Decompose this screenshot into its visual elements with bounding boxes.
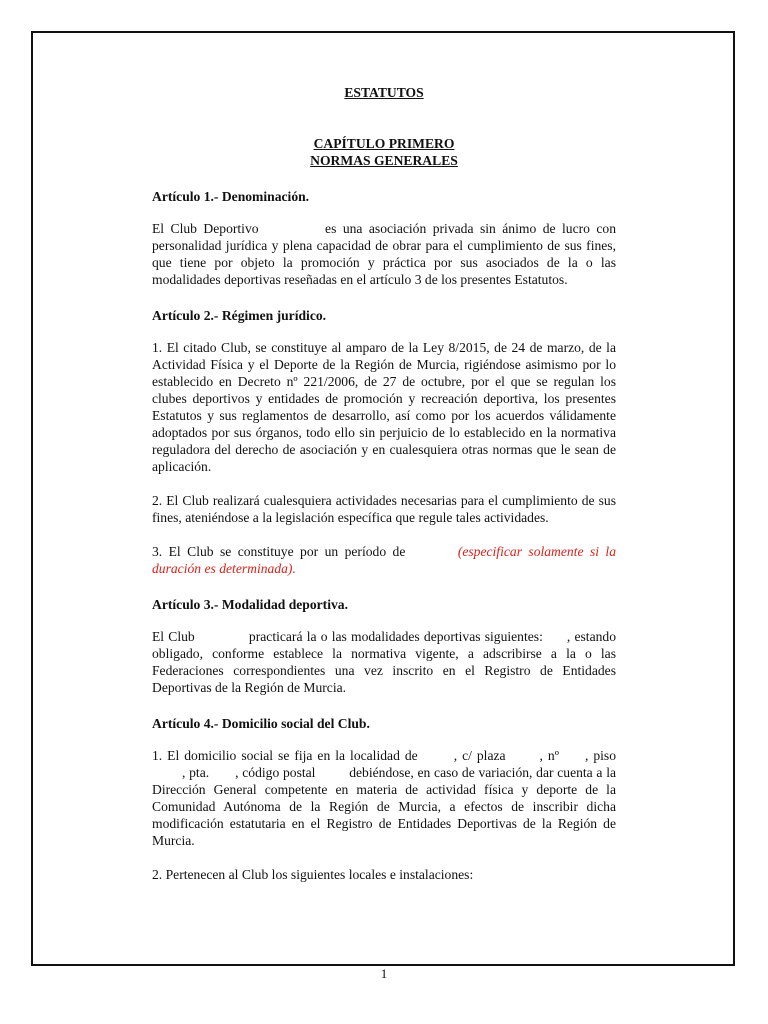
duration-note: (especificar solamente si la duración es determinada). (152, 544, 617, 576)
document-title: ESTATUTOS (344, 85, 424, 100)
article-2-paragraph-3: 3. El Club se constituye por un período de (especificar solamente si la duración es determinada). (152, 544, 617, 576)
article-2-paragraph-1: 1. El citado Club, se constituye al amparo de la Ley 8/2015, de 24 de marzo, de la Actividad Física y el Deporte de la Región de Murcia, rigiéndose asimismo por lo establecido en Decreto nº 221/2006, de 27 de octubre, por el que se regulan los clubes deportivos y entidades de promoción y recreación deportiva, los presentes Estatutos y sus reglamentos de desarrollo, así como por los acuerdos válidamente adoptados por sus órganos, todo ello sin perjuicio de lo establecido en la normativa reguladora del derecho de asociación y en cualesquiera otras normas que le sean de aplicación. (152, 340, 616, 474)
article-2-paragraph-2: 2. El Club realizará cualesquiera actividades necesarias para el cumplimiento de sus fines, ateniéndose a la legislación específica que regule tales actividades. (152, 493, 616, 525)
page-number: 1 (380, 966, 388, 981)
article-2-heading: Artículo 2.- Régimen jurídico. (152, 308, 327, 323)
article-4-paragraph-2: 2. Pertenecen al Club los siguientes locales e instalaciones: (152, 867, 474, 882)
document-body (152, 84, 616, 883)
article-3-paragraph: El Club practicará la o las modalidades deportivas siguientes: , estando obligado, conforme establece la normativa vigente, a adscribirse a la o las Federaciones correspondientes una vez inscrito en el Registro de Entidades Deportivas de la Región de Murcia. (152, 629, 616, 695)
chapter-title: CAPÍTULO PRIMERO (313, 136, 455, 151)
article-4-heading: Artículo 4.- Domicilio social del Club. (152, 716, 370, 731)
article-1-paragraph: El Club Deportivo es una asociación privada sin ánimo de lucro con personalidad jurídica y plena capacidad de obrar para el cumplimiento de sus fines, que tiene por objeto la promoción y práctica por sus asociados de la o las modalidades deportivas reseñadas en el artículo 3 de los presentes Estatutos. (152, 221, 617, 287)
article-1-heading: Artículo 1.- Denominación. (152, 189, 310, 204)
chapter-subtitle: NORMAS GENERALES (310, 153, 458, 168)
article-4-paragraph-1: 1. El domicilio social se fija en la localidad de , c/ plaza , nº , piso, pta. , código postal debiéndose, en caso de variación, dar cuenta a la Dirección General competente en materia de actividad física y deporte de la Comunidad Autónoma de la Región de Murcia, a efectos de inscribir dicha modificación estatutaria en el Registro de Entidades Deportivas de la Región de Murcia. (152, 748, 617, 848)
article-3-heading: Artículo 3.- Modalidad deportiva. (152, 597, 348, 612)
